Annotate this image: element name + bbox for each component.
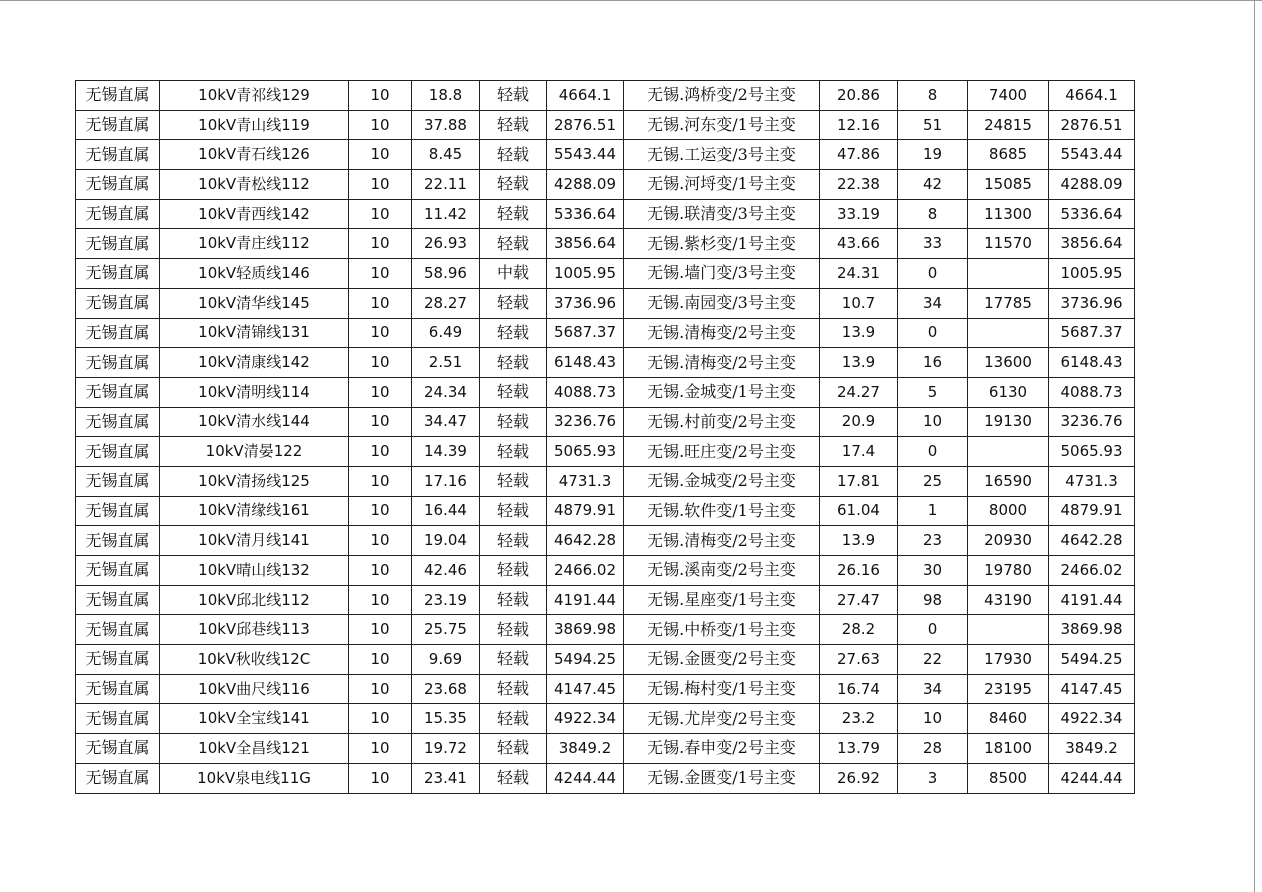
line-name-cell: 10kV清水线144 — [160, 407, 349, 437]
line-name-cell: 10kV邱北线112 — [160, 585, 349, 615]
count-cell: 0 — [898, 318, 968, 348]
capacity-cell: 3736.96 — [547, 288, 624, 318]
unit-cell: 无锡直属 — [76, 140, 160, 170]
line-name-cell: 10kV曲尺线116 — [160, 674, 349, 704]
capacity-cell: 4088.73 — [547, 377, 624, 407]
substation-cell: 无锡.尤岸变/2号主变 — [624, 704, 820, 734]
load-rate-cell: 18.8 — [412, 81, 480, 111]
line-name-cell: 10kV清缘线161 — [160, 496, 349, 526]
transformer-rate-cell: 13.9 — [820, 318, 898, 348]
amount-cell — [968, 615, 1049, 645]
load-status-cell: 轻载 — [480, 734, 547, 764]
transformer-rate-cell: 23.2 — [820, 704, 898, 734]
transformer-rate-cell: 12.16 — [820, 110, 898, 140]
amount-cell: 6130 — [968, 377, 1049, 407]
voltage-cell: 10 — [349, 407, 412, 437]
table-row — [76, 259, 1135, 289]
remaining-cell: 3849.2 — [1049, 734, 1135, 764]
voltage-cell: 10 — [349, 674, 412, 704]
line-name-cell: 10kV青庄线112 — [160, 229, 349, 259]
line-name-cell: 10kV清明线114 — [160, 377, 349, 407]
count-cell: 23 — [898, 526, 968, 556]
unit-cell: 无锡直属 — [76, 259, 160, 289]
remaining-cell: 4088.73 — [1049, 377, 1135, 407]
amount-cell — [968, 437, 1049, 467]
substation-cell: 无锡.村前变/2号主变 — [624, 407, 820, 437]
amount-cell: 24815 — [968, 110, 1049, 140]
count-cell: 34 — [898, 674, 968, 704]
line-name-cell: 10kV青山线119 — [160, 110, 349, 140]
remaining-cell: 5687.37 — [1049, 318, 1135, 348]
voltage-cell: 10 — [349, 81, 412, 111]
load-rate-cell: 11.42 — [412, 199, 480, 229]
voltage-cell: 10 — [349, 466, 412, 496]
remaining-cell: 5336.64 — [1049, 199, 1135, 229]
load-status-cell: 轻载 — [480, 348, 547, 378]
count-cell: 8 — [898, 81, 968, 111]
unit-cell: 无锡直属 — [76, 288, 160, 318]
table-row — [76, 110, 1135, 140]
load-rate-cell: 2.51 — [412, 348, 480, 378]
line-name-cell: 10kV轻质线146 — [160, 259, 349, 289]
table-row — [76, 734, 1135, 764]
substation-cell: 无锡.清梅变/2号主变 — [624, 526, 820, 556]
voltage-cell: 10 — [349, 199, 412, 229]
voltage-cell: 10 — [349, 556, 412, 586]
capacity-cell: 4922.34 — [547, 704, 624, 734]
voltage-cell: 10 — [349, 259, 412, 289]
load-status-cell: 轻载 — [480, 466, 547, 496]
substation-cell: 无锡.联清变/3号主变 — [624, 199, 820, 229]
voltage-cell: 10 — [349, 110, 412, 140]
load-status-cell: 轻载 — [480, 585, 547, 615]
remaining-cell: 4922.34 — [1049, 704, 1135, 734]
count-cell: 51 — [898, 110, 968, 140]
substation-cell: 无锡.金匮变/1号主变 — [624, 763, 820, 793]
voltage-cell: 10 — [349, 496, 412, 526]
capacity-cell: 5687.37 — [547, 318, 624, 348]
substation-cell: 无锡.星座变/1号主变 — [624, 585, 820, 615]
amount-cell: 8000 — [968, 496, 1049, 526]
voltage-cell: 10 — [349, 763, 412, 793]
voltage-cell: 10 — [349, 229, 412, 259]
unit-cell: 无锡直属 — [76, 110, 160, 140]
page-top-border — [0, 0, 1262, 1]
count-cell: 16 — [898, 348, 968, 378]
remaining-cell: 4879.91 — [1049, 496, 1135, 526]
count-cell: 0 — [898, 437, 968, 467]
load-status-cell: 轻载 — [480, 377, 547, 407]
table-row — [76, 704, 1135, 734]
transformer-rate-cell: 24.27 — [820, 377, 898, 407]
capacity-cell: 4664.1 — [547, 81, 624, 111]
load-rate-cell: 14.39 — [412, 437, 480, 467]
load-rate-cell: 9.69 — [412, 645, 480, 675]
amount-cell: 17785 — [968, 288, 1049, 318]
unit-cell: 无锡直属 — [76, 556, 160, 586]
transformer-rate-cell: 13.9 — [820, 526, 898, 556]
count-cell: 22 — [898, 645, 968, 675]
voltage-cell: 10 — [349, 585, 412, 615]
transformer-rate-cell: 10.7 — [820, 288, 898, 318]
count-cell: 10 — [898, 704, 968, 734]
load-status-cell: 轻载 — [480, 229, 547, 259]
capacity-cell: 1005.95 — [547, 259, 624, 289]
table-row — [76, 170, 1135, 200]
table-body — [76, 81, 1135, 794]
capacity-cell: 5494.25 — [547, 645, 624, 675]
load-status-cell: 轻载 — [480, 437, 547, 467]
amount-cell: 11570 — [968, 229, 1049, 259]
amount-cell: 19780 — [968, 556, 1049, 586]
load-rate-cell: 15.35 — [412, 704, 480, 734]
unit-cell: 无锡直属 — [76, 615, 160, 645]
unit-cell: 无锡直属 — [76, 585, 160, 615]
substation-cell: 无锡.软件变/1号主变 — [624, 496, 820, 526]
unit-cell: 无锡直属 — [76, 229, 160, 259]
count-cell: 1 — [898, 496, 968, 526]
count-cell: 98 — [898, 585, 968, 615]
load-status-cell: 轻载 — [480, 170, 547, 200]
capacity-cell: 4288.09 — [547, 170, 624, 200]
substation-cell: 无锡.紫杉变/1号主变 — [624, 229, 820, 259]
capacity-cell: 2876.51 — [547, 110, 624, 140]
amount-cell: 17930 — [968, 645, 1049, 675]
load-status-cell: 轻载 — [480, 674, 547, 704]
table-row — [76, 466, 1135, 496]
line-name-cell: 10kV青石线126 — [160, 140, 349, 170]
unit-cell: 无锡直属 — [76, 645, 160, 675]
capacity-cell: 4147.45 — [547, 674, 624, 704]
remaining-cell: 4191.44 — [1049, 585, 1135, 615]
voltage-cell: 10 — [349, 645, 412, 675]
table-row — [76, 140, 1135, 170]
load-status-cell: 轻载 — [480, 199, 547, 229]
count-cell: 10 — [898, 407, 968, 437]
transformer-rate-cell: 27.47 — [820, 585, 898, 615]
remaining-cell: 6148.43 — [1049, 348, 1135, 378]
load-rate-cell: 6.49 — [412, 318, 480, 348]
table-row — [76, 348, 1135, 378]
remaining-cell: 4731.3 — [1049, 466, 1135, 496]
capacity-cell: 4879.91 — [547, 496, 624, 526]
table-row — [76, 81, 1135, 111]
table-row — [76, 199, 1135, 229]
load-status-cell: 轻载 — [480, 140, 547, 170]
table-row — [76, 585, 1135, 615]
table-row — [76, 229, 1135, 259]
substation-cell: 无锡.中桥变/1号主变 — [624, 615, 820, 645]
amount-cell: 8685 — [968, 140, 1049, 170]
remaining-cell: 4147.45 — [1049, 674, 1135, 704]
load-rate-cell: 34.47 — [412, 407, 480, 437]
unit-cell: 无锡直属 — [76, 674, 160, 704]
capacity-cell: 4191.44 — [547, 585, 624, 615]
transformer-rate-cell: 43.66 — [820, 229, 898, 259]
capacity-cell: 3856.64 — [547, 229, 624, 259]
transformer-rate-cell: 22.38 — [820, 170, 898, 200]
unit-cell: 无锡直属 — [76, 348, 160, 378]
load-rate-cell: 19.04 — [412, 526, 480, 556]
load-status-cell: 轻载 — [480, 110, 547, 140]
remaining-cell: 5494.25 — [1049, 645, 1135, 675]
line-name-cell: 10kV全宝线141 — [160, 704, 349, 734]
amount-cell: 15085 — [968, 170, 1049, 200]
page-right-border — [1254, 0, 1255, 892]
transformer-rate-cell: 16.74 — [820, 674, 898, 704]
capacity-cell: 3869.98 — [547, 615, 624, 645]
transformer-rate-cell: 28.2 — [820, 615, 898, 645]
transformer-rate-cell: 47.86 — [820, 140, 898, 170]
load-status-cell: 轻载 — [480, 556, 547, 586]
load-status-cell: 轻载 — [480, 496, 547, 526]
substation-cell: 无锡.清梅变/2号主变 — [624, 318, 820, 348]
transformer-rate-cell: 27.63 — [820, 645, 898, 675]
substation-cell: 无锡.旺庄变/2号主变 — [624, 437, 820, 467]
load-rate-cell: 26.93 — [412, 229, 480, 259]
remaining-cell: 5543.44 — [1049, 140, 1135, 170]
count-cell: 8 — [898, 199, 968, 229]
voltage-cell: 10 — [349, 526, 412, 556]
voltage-cell: 10 — [349, 288, 412, 318]
unit-cell: 无锡直属 — [76, 318, 160, 348]
remaining-cell: 3736.96 — [1049, 288, 1135, 318]
amount-cell: 16590 — [968, 466, 1049, 496]
capacity-cell: 2466.02 — [547, 556, 624, 586]
line-name-cell: 10kV青祁线129 — [160, 81, 349, 111]
count-cell: 33 — [898, 229, 968, 259]
count-cell: 34 — [898, 288, 968, 318]
count-cell: 25 — [898, 466, 968, 496]
voltage-cell: 10 — [349, 704, 412, 734]
remaining-cell: 2466.02 — [1049, 556, 1135, 586]
table-row — [76, 645, 1135, 675]
table-row — [76, 407, 1135, 437]
substation-cell: 无锡.河东变/1号主变 — [624, 110, 820, 140]
count-cell: 42 — [898, 170, 968, 200]
capacity-cell: 4244.44 — [547, 763, 624, 793]
table-row — [76, 377, 1135, 407]
line-name-cell: 10kV晴山线132 — [160, 556, 349, 586]
line-name-cell: 10kV青松线112 — [160, 170, 349, 200]
transformer-rate-cell: 20.9 — [820, 407, 898, 437]
load-status-cell: 轻载 — [480, 288, 547, 318]
substation-cell: 无锡.金匮变/2号主变 — [624, 645, 820, 675]
voltage-cell: 10 — [349, 348, 412, 378]
table-row — [76, 496, 1135, 526]
remaining-cell: 3856.64 — [1049, 229, 1135, 259]
transformer-rate-cell: 24.31 — [820, 259, 898, 289]
amount-cell: 19130 — [968, 407, 1049, 437]
substation-cell: 无锡.南园变/3号主变 — [624, 288, 820, 318]
count-cell: 5 — [898, 377, 968, 407]
line-name-cell: 10kV清扬线125 — [160, 466, 349, 496]
capacity-cell: 5336.64 — [547, 199, 624, 229]
load-rate-cell: 42.46 — [412, 556, 480, 586]
table-row — [76, 526, 1135, 556]
substation-cell: 无锡.金城变/2号主变 — [624, 466, 820, 496]
amount-cell: 20930 — [968, 526, 1049, 556]
unit-cell: 无锡直属 — [76, 496, 160, 526]
unit-cell: 无锡直属 — [76, 81, 160, 111]
remaining-cell: 4642.28 — [1049, 526, 1135, 556]
line-name-cell: 10kV清锦线131 — [160, 318, 349, 348]
remaining-cell: 4244.44 — [1049, 763, 1135, 793]
substation-cell: 无锡.金城变/1号主变 — [624, 377, 820, 407]
load-rate-cell: 17.16 — [412, 466, 480, 496]
capacity-cell: 5065.93 — [547, 437, 624, 467]
load-rate-cell: 28.27 — [412, 288, 480, 318]
transformer-rate-cell: 13.9 — [820, 348, 898, 378]
remaining-cell: 3236.76 — [1049, 407, 1135, 437]
load-status-cell: 中载 — [480, 259, 547, 289]
feeder-load-table — [75, 80, 1135, 794]
unit-cell: 无锡直属 — [76, 734, 160, 764]
load-rate-cell: 25.75 — [412, 615, 480, 645]
amount-cell: 23195 — [968, 674, 1049, 704]
load-status-cell: 轻载 — [480, 763, 547, 793]
remaining-cell: 5065.93 — [1049, 437, 1135, 467]
capacity-cell: 4642.28 — [547, 526, 624, 556]
unit-cell: 无锡直属 — [76, 199, 160, 229]
count-cell: 0 — [898, 615, 968, 645]
load-status-cell: 轻载 — [480, 81, 547, 111]
voltage-cell: 10 — [349, 437, 412, 467]
substation-cell: 无锡.河埒变/1号主变 — [624, 170, 820, 200]
transformer-rate-cell: 61.04 — [820, 496, 898, 526]
substation-cell: 无锡.春申变/2号主变 — [624, 734, 820, 764]
line-name-cell: 10kV邱巷线113 — [160, 615, 349, 645]
load-rate-cell: 23.19 — [412, 585, 480, 615]
line-name-cell: 10kV泉电线11G — [160, 763, 349, 793]
amount-cell: 8500 — [968, 763, 1049, 793]
voltage-cell: 10 — [349, 140, 412, 170]
transformer-rate-cell: 26.16 — [820, 556, 898, 586]
line-name-cell: 10kV清华线145 — [160, 288, 349, 318]
amount-cell — [968, 259, 1049, 289]
capacity-cell: 5543.44 — [547, 140, 624, 170]
amount-cell: 11300 — [968, 199, 1049, 229]
amount-cell: 13600 — [968, 348, 1049, 378]
unit-cell: 无锡直属 — [76, 466, 160, 496]
load-status-cell: 轻载 — [480, 407, 547, 437]
substation-cell: 无锡.墙门变/3号主变 — [624, 259, 820, 289]
substation-cell: 无锡.梅村变/1号主变 — [624, 674, 820, 704]
load-rate-cell: 19.72 — [412, 734, 480, 764]
line-name-cell: 10kV全昌线121 — [160, 734, 349, 764]
unit-cell: 无锡直属 — [76, 437, 160, 467]
amount-cell: 8460 — [968, 704, 1049, 734]
load-rate-cell: 37.88 — [412, 110, 480, 140]
amount-cell: 43190 — [968, 585, 1049, 615]
table-row — [76, 288, 1135, 318]
table-row — [76, 763, 1135, 793]
count-cell: 3 — [898, 763, 968, 793]
transformer-rate-cell: 26.92 — [820, 763, 898, 793]
amount-cell: 18100 — [968, 734, 1049, 764]
transformer-rate-cell: 20.86 — [820, 81, 898, 111]
load-rate-cell: 22.11 — [412, 170, 480, 200]
transformer-rate-cell: 17.81 — [820, 466, 898, 496]
unit-cell: 无锡直属 — [76, 526, 160, 556]
load-status-cell: 轻载 — [480, 318, 547, 348]
load-status-cell: 轻载 — [480, 526, 547, 556]
unit-cell: 无锡直属 — [76, 763, 160, 793]
voltage-cell: 10 — [349, 615, 412, 645]
capacity-cell: 3236.76 — [547, 407, 624, 437]
load-rate-cell: 8.45 — [412, 140, 480, 170]
transformer-rate-cell: 17.4 — [820, 437, 898, 467]
unit-cell: 无锡直属 — [76, 704, 160, 734]
remaining-cell: 4288.09 — [1049, 170, 1135, 200]
load-status-cell: 轻载 — [480, 645, 547, 675]
line-name-cell: 10kV清月线141 — [160, 526, 349, 556]
unit-cell: 无锡直属 — [76, 170, 160, 200]
load-status-cell: 轻载 — [480, 615, 547, 645]
voltage-cell: 10 — [349, 377, 412, 407]
table-row — [76, 437, 1135, 467]
load-rate-cell: 23.41 — [412, 763, 480, 793]
amount-cell: 7400 — [968, 81, 1049, 111]
capacity-cell: 3849.2 — [547, 734, 624, 764]
line-name-cell: 10kV清康线142 — [160, 348, 349, 378]
count-cell: 19 — [898, 140, 968, 170]
amount-cell — [968, 318, 1049, 348]
table-row — [76, 674, 1135, 704]
load-rate-cell: 16.44 — [412, 496, 480, 526]
count-cell: 0 — [898, 259, 968, 289]
substation-cell: 无锡.工运变/3号主变 — [624, 140, 820, 170]
remaining-cell: 1005.95 — [1049, 259, 1135, 289]
load-status-cell: 轻载 — [480, 704, 547, 734]
remaining-cell: 2876.51 — [1049, 110, 1135, 140]
voltage-cell: 10 — [349, 734, 412, 764]
unit-cell: 无锡直属 — [76, 377, 160, 407]
table-row — [76, 615, 1135, 645]
line-name-cell: 10kV清晏122 — [160, 437, 349, 467]
unit-cell: 无锡直属 — [76, 407, 160, 437]
voltage-cell: 10 — [349, 318, 412, 348]
count-cell: 28 — [898, 734, 968, 764]
substation-cell: 无锡.鸿桥变/2号主变 — [624, 81, 820, 111]
line-name-cell: 10kV秋收线12C — [160, 645, 349, 675]
capacity-cell: 6148.43 — [547, 348, 624, 378]
transformer-rate-cell: 13.79 — [820, 734, 898, 764]
table-row — [76, 318, 1135, 348]
remaining-cell: 4664.1 — [1049, 81, 1135, 111]
load-rate-cell: 58.96 — [412, 259, 480, 289]
table-row — [76, 556, 1135, 586]
load-rate-cell: 23.68 — [412, 674, 480, 704]
capacity-cell: 4731.3 — [547, 466, 624, 496]
remaining-cell: 3869.98 — [1049, 615, 1135, 645]
line-name-cell: 10kV青西线142 — [160, 199, 349, 229]
transformer-rate-cell: 33.19 — [820, 199, 898, 229]
count-cell: 30 — [898, 556, 968, 586]
substation-cell: 无锡.溪南变/2号主变 — [624, 556, 820, 586]
substation-cell: 无锡.清梅变/2号主变 — [624, 348, 820, 378]
voltage-cell: 10 — [349, 170, 412, 200]
load-rate-cell: 24.34 — [412, 377, 480, 407]
